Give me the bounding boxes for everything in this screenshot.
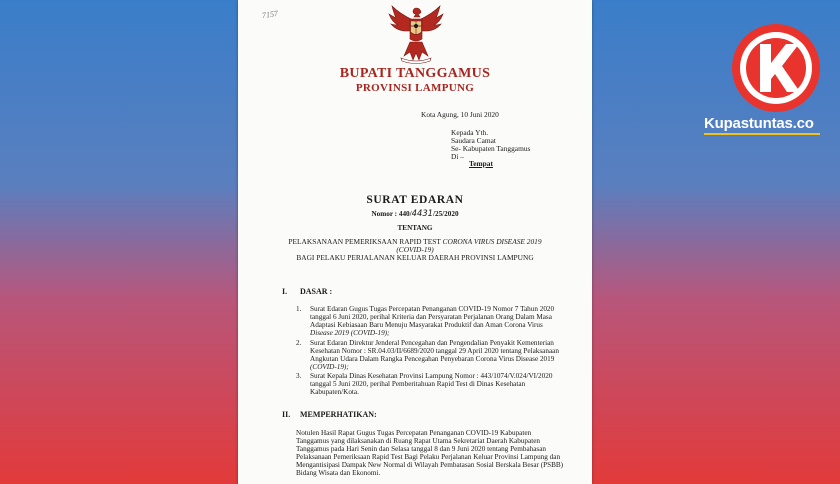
garuda-emblem-icon — [386, 4, 446, 66]
section-heading: MEMPERHATIKAN: — [300, 410, 377, 419]
issuer-title: BUPATI TANGGAMUS — [339, 66, 491, 81]
place-date: Kota Agung, 10 Juni 2020 — [421, 110, 499, 119]
subject-line-1: PELAKSANAAN PEMERIKSAAN RAPID TEST CORONA VIRUS DISEASE 2019 — [288, 237, 542, 246]
subject-line-2: (COVID-19) — [396, 245, 434, 254]
issuer-province: PROVINSI LAMPUNG — [355, 82, 475, 94]
letter-number: Nomor : 440/4431/25/2020 — [371, 208, 459, 218]
section-numeral: II. — [282, 410, 291, 419]
brand-underline — [704, 133, 820, 135]
letter-page — [238, 0, 592, 484]
section-heading: DASAR : — [300, 287, 333, 296]
paragraph: Notulen Hasil Rapat Gugus Tugas Percepatan Penanganan COVID-19 Kabupaten Tanggamus yang dilaksanakan di Ruang Rapat Utama Sekretariat Daerah Kabupaten Tanggamus pada Hari Senin dan Selasa tanggal 8 dan 9 Juni 2020 tentang Pembahasan Pelaksanaan Pemeriksaan Rapid Test Bagi Pelaku Perjalanan Keluar Provinsi Lampung dan Mengantisipasi Dampak New Normal di Wilayah Pembatasan Sosial Berskala Besar (PSBB) Bidang Wisata dan Ekonomi. — [296, 429, 564, 478]
item-number: 3. — [296, 372, 302, 380]
letter-title: SURAT EDARAN — [366, 194, 464, 206]
recipient-place: Tempat — [469, 159, 493, 168]
section-numeral: I. — [282, 287, 288, 296]
list-item: Surat Edaran Direktur Jenderal Pencegahan dan Pengendalian Penyakit Kementerian Kesehatan Nomor : SR.04.03/II/6689/2020 tanggal 29 April 2020 tentang Pelaksanaan Angkutan Udara Dalam Rangka Pencegahan Penyebaran Corona Virus Disease 2019 (COVID-19); — [310, 339, 559, 372]
recipient-line: Se- Kabupaten Tanggamus — [451, 144, 531, 153]
recipient-line: Kepada Yth. — [451, 128, 489, 137]
recipient-line: Saudara Camat — [451, 136, 496, 145]
brand-name: Kupastuntas.co — [704, 115, 814, 132]
list-item: Surat Edaran Gugus Tugas Percepatan Penanganan COVID-19 Nomor 7 Tahun 2020 tanggal 6 Juni 2020, perihal Kriteria dan Persyaratan Perjalanan Orang Dalam Masa Adaptasi Kebiasaan Baru Menuju Masyarakat Produktif dan Aman Corona Virus Disease 2019 (COVID-19); — [310, 305, 555, 338]
item-number: 2. — [296, 339, 302, 347]
handwritten-note: 7157 — [261, 8, 279, 21]
k-logo-icon — [730, 22, 822, 114]
handwritten-number: 4431 — [411, 208, 433, 218]
item-number: 1. — [296, 305, 302, 313]
list-item: Surat Kepala Dinas Kesehatan Provinsi Lampung Nomor : 443/1074/V.024/VI/2020 tanggal 5 Juni 2020, perihal Pemberitahuan Rapid Test di Dinas Kesehatan Kabupaten/Kota. — [310, 372, 553, 397]
about-label: TENTANG — [397, 224, 433, 232]
recipient-line: Di – — [451, 152, 464, 161]
subject-line-3: BAGI PELAKU PERJALANAN KELUAR DAERAH PROVINSI LAMPUNG — [296, 253, 534, 262]
